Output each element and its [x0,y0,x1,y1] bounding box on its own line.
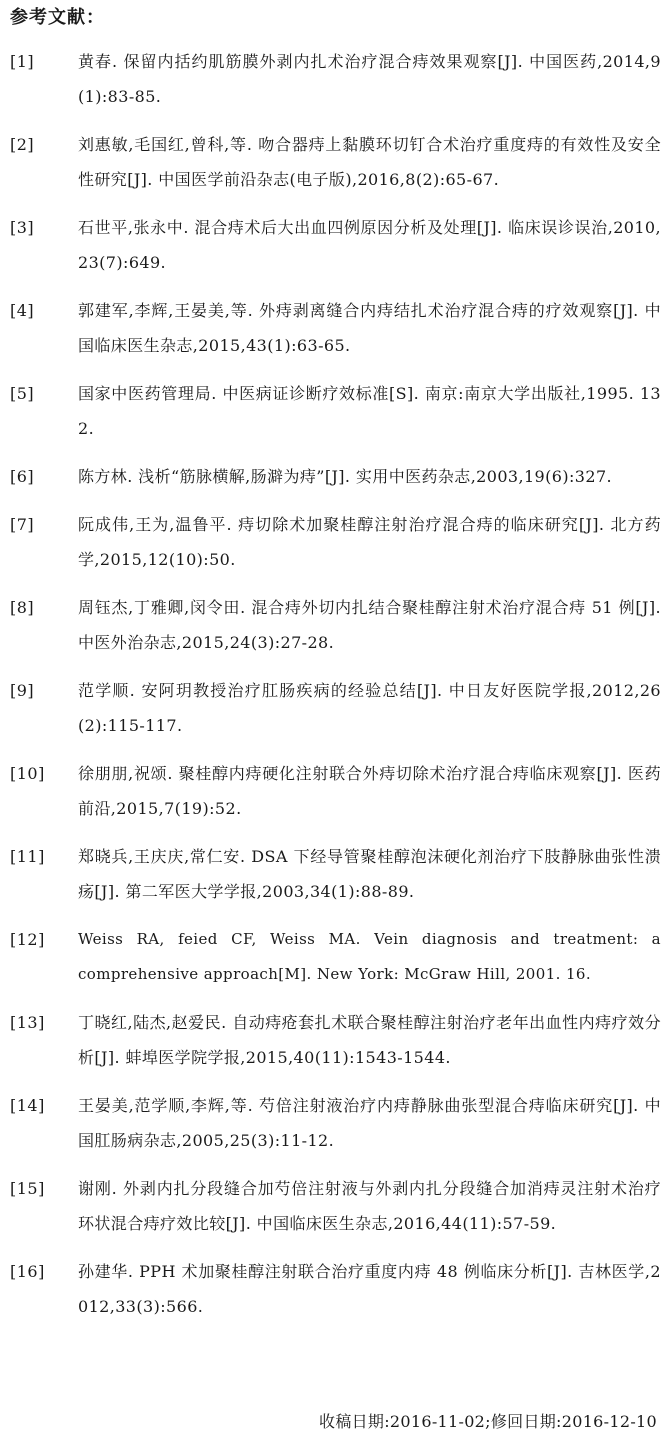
reference-text: 范学顺. 安阿玥教授治疗肛肠疾病的经验总结[J]. 中日友好医院学报,2012,26(2):115-117. [78,681,661,735]
reference-item [10,839,661,909]
reference-item [10,1254,661,1324]
reference-number: [14] [10,1096,45,1115]
reference-item [10,127,661,197]
reference-item [10,293,661,363]
reference-text: 阮成伟,王为,温鲁平. 痔切除术加聚桂醇注射治疗混合痔的临床研究[J]. 北方药学,2015,12(10):50. [78,515,661,569]
reference-number: [15] [10,1179,45,1198]
reference-item [10,756,661,826]
reference-item [10,44,661,114]
reference-item [10,459,661,494]
reference-text: 谢刚. 外剥内扎分段缝合加芍倍注射液与外剥内扎分段缝合加消痔灵注射术治疗环状混合痔疗效比较[J]. 中国临床医生杂志,2016,44(11):57-59. [78,1179,661,1233]
reference-number: [2] [10,135,35,154]
reference-item [10,1171,661,1241]
reference-text: 国家中医药管理局. 中医病证诊断疗效标准[S]. 南京:南京大学出版社,1995. 132. [78,384,661,438]
reference-number: [7] [10,515,35,534]
reference-number: [8] [10,598,35,617]
reference-item [10,1005,661,1075]
reference-text: 徐朋朋,祝颂. 聚桂醇内痔硬化注射联合外痔切除术治疗混合痔临床观察[J]. 医药前沿,2015,7(19):52. [78,764,661,818]
reference-text: 王晏美,范学顺,李辉,等. 芍倍注射液治疗内痔静脉曲张型混合痔临床研究[J]. 中国肛肠病杂志,2005,25(3):11-12. [78,1096,661,1150]
reference-number: [1] [10,52,35,71]
reference-item [10,210,661,280]
reference-item [10,507,661,577]
reference-number: [4] [10,301,35,320]
reference-text: 丁晓红,陆杰,赵爱民. 自动痔疮套扎术联合聚桂醇注射治疗老年出血性内痔疗效分析[J]. 蚌埠医学院学报,2015,40(11):1543-1544. [78,1013,661,1067]
reference-item [10,922,661,992]
reference-list [10,44,661,1324]
reference-item [10,1088,661,1158]
reference-text: 周钰杰,丁雅卿,闵令田. 混合痔外切内扎结合聚桂醇注射术治疗混合痔 51 例[J]. 中医外治杂志,2015,24(3):27-28. [78,598,661,652]
reference-text: 郭建军,李辉,王晏美,等. 外痔剥离缝合内痔结扎术治疗混合痔的疗效观察[J]. 中国临床医生杂志,2015,43(1):63-65. [78,301,661,355]
reference-number: [9] [10,681,35,700]
reference-text: 郑晓兵,王庆庆,常仁安. DSA 下经导管聚桂醇泡沫硬化剂治疗下肢静脉曲张性溃疡[J]. 第二军医大学学报,2003,34(1):88-89. [78,847,661,901]
reference-number: [10] [10,764,45,783]
reference-text: 黄春. 保留内括约肌筋膜外剥内扎术治疗混合痔效果观察[J]. 中国医药,2014,9(1):83-85. [78,52,661,106]
reference-text: 孙建华. PPH 术加聚桂醇注射联合治疗重度内痔 48 例临床分析[J]. 吉林医学,2012,33(3):566. [78,1262,661,1316]
reference-number: [3] [10,218,35,237]
references-heading: 参考文献： [10,7,105,28]
reference-item [10,673,661,743]
reference-number: [5] [10,384,35,403]
reference-number: [6] [10,467,35,486]
reference-text: 刘惠敏,毛国红,曾科,等. 吻合器痔上黏膜环切钉合术治疗重度痔的有效性及安全性研究[J]. 中国医学前沿杂志(电子版),2016,8(2):65-67. [78,135,661,189]
reference-number: [13] [10,1013,45,1032]
received-revised-dates: 收稿日期:2016-11-02;修回日期:2016-12-10 [319,1412,657,1431]
reference-text: 石世平,张永中. 混合痔术后大出血四例原因分析及处理[J]. 临床误诊误治,2010,23(7):649. [78,218,661,272]
reference-text: Weiss RA, feied CF, Weiss MA. Vein diagnosis and treatment: a comprehensive approach[M]. New York: McGraw Hill, 2001. 16. [78,930,661,983]
reference-text: 陈方林. 浅析“筋脉横解,肠澼为痔”[J]. 实用中医药杂志,2003,19(6):327. [78,467,613,486]
reference-item [10,590,661,660]
reference-item [10,376,661,446]
reference-number: [12] [10,930,45,949]
reference-number: [16] [10,1262,45,1281]
reference-number: [11] [10,847,45,866]
